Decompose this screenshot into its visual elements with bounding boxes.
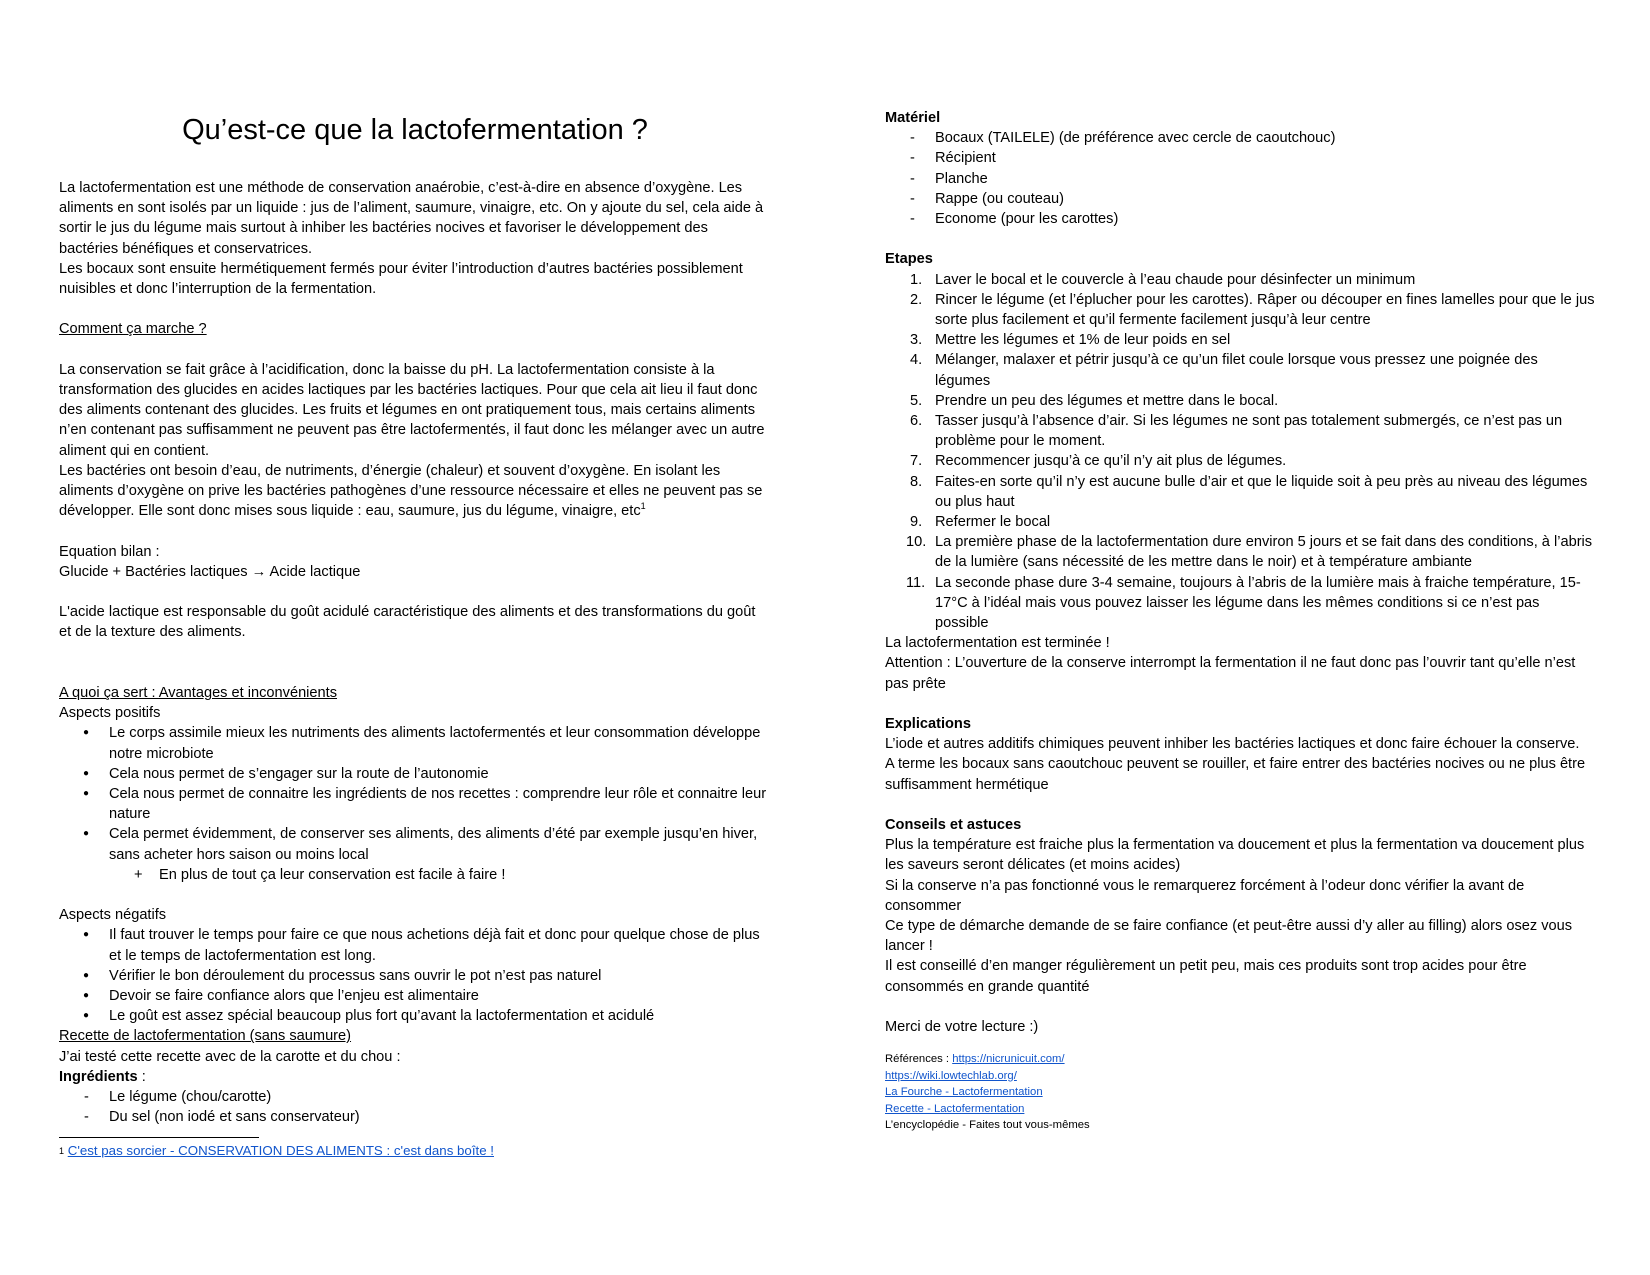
conseil-item: Ce type de démarche demande de se faire confiance (et peut-être aussi d’y aller au filling) alors osez vous lancer ! [885,918,1573,955]
footnote-link[interactable]: C'est pas sorcier - CONSERVATION DES ALIMENTS : c'est dans boîte ! [67,1143,494,1159]
reference-link-nicrunicuit[interactable]: https://nicrunicuit.com/ [952,1053,1065,1066]
how-paragraph-1: La conservation se fait grâce à l’acidification, donc la baisse du pH. La lactofermentation consiste à la transformation des glucides en acides lactiques par les bactéries lactiques. Pour que cela ait lieu il faut donc des aliments contenant des glucides. Les fruits et légumes en ont pratiquement tous, mais certains aliments n’en contenant pas suffisamment ne peuvent pas être lactofermentés, il faut donc les mélanger avec un autre aliment qui en contient. [59,361,765,459]
etapes-warning: Attention : L’ouverture de la conserve interrompt la fermentation il ne faut donc pas l’ouvrir tant qu’elle n’est pas prête [885,655,1576,692]
list-item: ● Cela permet évidemment, de conserver ses aliments, des aliments d’été par exemple jusqu’en hiver, sans acheter hors saison ou moins local [59,824,771,864]
recipe-heading: Recette de lactofermentation (sans saumure) [59,1028,352,1045]
explications-paragraph-2: A terme les bocaux sans caoutchouc peuvent se rouiller, et faire entrer des bactéries nocives ou ne plus être suffisamment hermétique [885,756,1586,793]
step-item: 1. Laver le bocal et le couvercle à l’eau chaude pour désinfecter un minimum [910,271,1416,288]
left-column [59,178,771,1160]
positive-label: Aspects positifs [59,705,161,722]
step-item: 4. Mélanger, malaxer et pétrir jusqu’à ce qu’un filet coule lorsque vous pressez une poignée des légumes [910,352,1538,389]
list-item: ● Le corps assimile mieux les nutriments des aliments lactofermentés et leur consommation développe notre microbiote [59,723,771,763]
etapes-list [885,270,1595,634]
step-item: 10. La première phase de la lactofermentation dure environ 5 jours et se fait dans des conditions, à l’abris de la lumière (sans nécessité de les mettre dans le noir) et à température ambiante [906,534,1593,571]
footnote-ref[interactable]: 1 [640,501,646,512]
negative-label: Aspects négatifs [59,907,167,924]
list-item: ● Cela nous permet de s’engager sur la route de l’autonomie [59,764,771,784]
reference-link-la-fourche[interactable]: La Fourche - Lactofermentation [885,1086,1043,1099]
explications-paragraph-1: L’iode et autres additifs chimiques peuvent inhiber les bactéries lactiques et donc faire échouer la conserve. [885,736,1580,753]
step-item: 11. La seconde phase dure 3-4 semaine, toujours à l’abris de la lumière mais à fraiche température, 15-17°C à l’idéal mais vous pouvez laisser les légume dans les mêmes conditions si ce n’est pas possible [906,574,1581,632]
materiel-list [885,128,1595,229]
step-item: 7. Recommencer jusqu’à ce qu’il n’y ait plus de légumes. [910,453,1287,470]
recipe-intro: J’ai testé cette recette avec de la carotte et du chou : [59,1048,401,1065]
equation: Glucide + Bactéries lactiques → Acide lactique [59,563,361,580]
etapes-heading: Etapes [885,251,933,268]
how-paragraph-3: L'acide lactique est responsable du goût acidulé caractéristique des aliments et des transformations du goût et de la texture des aliments. [59,604,756,641]
reference-link-recette[interactable]: Recette - Lactofermentation [885,1102,1025,1115]
ingredients-label: Ingrédients : [59,1068,146,1085]
list-item: ● Vérifier le bon déroulement du processus sans ouvrir le pot n’est pas naturel [59,966,771,986]
step-item: 8. Faites-en sorte qu’il n’y est aucune bulle d’air et que le liquide soit à peu près au niveau des légumes ou plus haut [910,473,1588,510]
how-heading: Comment ça marche ? [59,321,207,338]
positive-sublist [59,865,771,885]
footnote-divider [59,1137,259,1138]
list-item: - Rappe (ou couteau) [885,189,1595,209]
list-item: + En plus de tout ça leur conservation est facile à faire ! [59,865,771,885]
list-item: ● Cela nous permet de connaitre les ingrédients de nos recettes : comprendre leur rôle et connaitre leur nature [59,784,771,824]
step-item: 3. Mettre les légumes et 1% de leur poids en sel [910,332,1231,349]
footnote: $^1$ C'est pas sorcier - CONSERVATION DES ALIMENTS : c'est dans boîte ! [59,1143,494,1159]
step-item: 6. Tasser jusqu’à l’absence d’air. Si les légumes ne sont pas totalement submergés, ce n’est pas un problème pour le moment. [910,413,1563,450]
list-item: - Du sel (non iodé et sans conservateur) [59,1107,771,1127]
conseil-item: Il est conseillé d’en manger régulièrement un petit peu, mais ces produits sont trop acides pour être consommés en grande quantité [885,958,1527,995]
reference-encyclopedie: L’encyclopédie - Faites tout vous-mêmes [885,1119,1090,1132]
list-item: - Planche [885,169,1595,189]
conseil-item: Plus la température est fraiche plus la fermentation va doucement et plus la fermentation va doucement plus les saveurs seront délicates (et moins acides) [885,837,1585,874]
list-item: ● Le goût est assez spécial beaucoup plus fort qu’avant la lactofermentation et acidulé [59,1006,771,1026]
materiel-heading: Matériel [885,110,941,126]
list-item: ● Il faut trouver le temps pour faire ce que nous achetions déjà fait et donc pour quelque chose de plus et le temps de lactofermentation est long. [59,925,771,965]
uses-heading: A quoi ça sert : Avantages et inconvénients [59,684,338,701]
references [885,1051,1595,1134]
explications-heading: Explications [885,716,971,733]
intro-paragraph-2: Les bocaux sont ensuite hermétiquement fermés pour éviter l’introduction d’autres bactéries possiblement nuisibles et donc l’interruption de la fermentation. [59,260,743,298]
list-item: ● Devoir se faire confiance alors que l’enjeu est alimentaire [59,986,771,1006]
how-paragraph-2: Les bactéries ont besoin d’eau, de nutriments, d’énergie (chaleur) et souvent d’oxygène. En isolant les aliments d’oxygène on prive les bactéries pathogènes d’une ressource nécessaire et elles ne peuvent pas se développer. Elle sont donc mises sous liquide : eau, saumure, jus du légume, vinaigre, etc$^1$ [59,462,763,520]
equation-label: Equation bilan : [59,543,160,560]
intro-paragraph-1: La lactofermentation est une méthode de conservation anaérobie, c’est-à-dire en absence d’oxygène. Les aliments en sont isolés par un liquide : jus de l’aliment, saumure, vinaigre, etc. On y ajoute du sel, cela aide à sortir le jus du légume mais surtout à inhiber les bactéries nocives et favoriser le développement des bactéries bénéfiques et conservatrices. [59,180,764,257]
list-item: - Econome (pour les carottes) [885,209,1595,229]
references-label: Références : [885,1053,953,1066]
conseils-heading: Conseils et astuces [885,817,1022,834]
thanks: Merci de votre lecture :) [885,1019,1039,1036]
reference-link-lowtechlab[interactable]: https://wiki.lowtechlab.org/ [885,1069,1017,1082]
list-item: - Le légume (chou/carotte) [59,1087,771,1107]
list-item: - Bocaux (TAILELE) (de préférence avec cercle de caoutchouc) [885,128,1595,148]
positive-list [59,723,771,864]
step-item: 2. Rincer le légume (et l’éplucher pour les carottes). Râper ou découper en fines lamelles pour que le jus sorte plus facilement et qu’il fermente facilement jusqu’à leur centre [910,291,1595,329]
page-title: Qu’est-ce que la lactofermentation ? [182,114,648,146]
step-item: 9. Refermer le bocal [910,514,1051,531]
negative-list [59,925,771,1026]
ingredients-list [59,1087,771,1127]
list-item: - Récipient [885,148,1595,168]
step-item: 5. Prendre un peu des légumes et mettre dans le bocal. [910,392,1279,409]
right-column [885,108,1595,1134]
etapes-done: La lactofermentation est terminée ! [885,635,1110,652]
conseil-item: Si la conserve n’a pas fonctionné vous le remarquerez forcément à l’odeur donc vérifier la avant de consommer [885,877,1525,914]
